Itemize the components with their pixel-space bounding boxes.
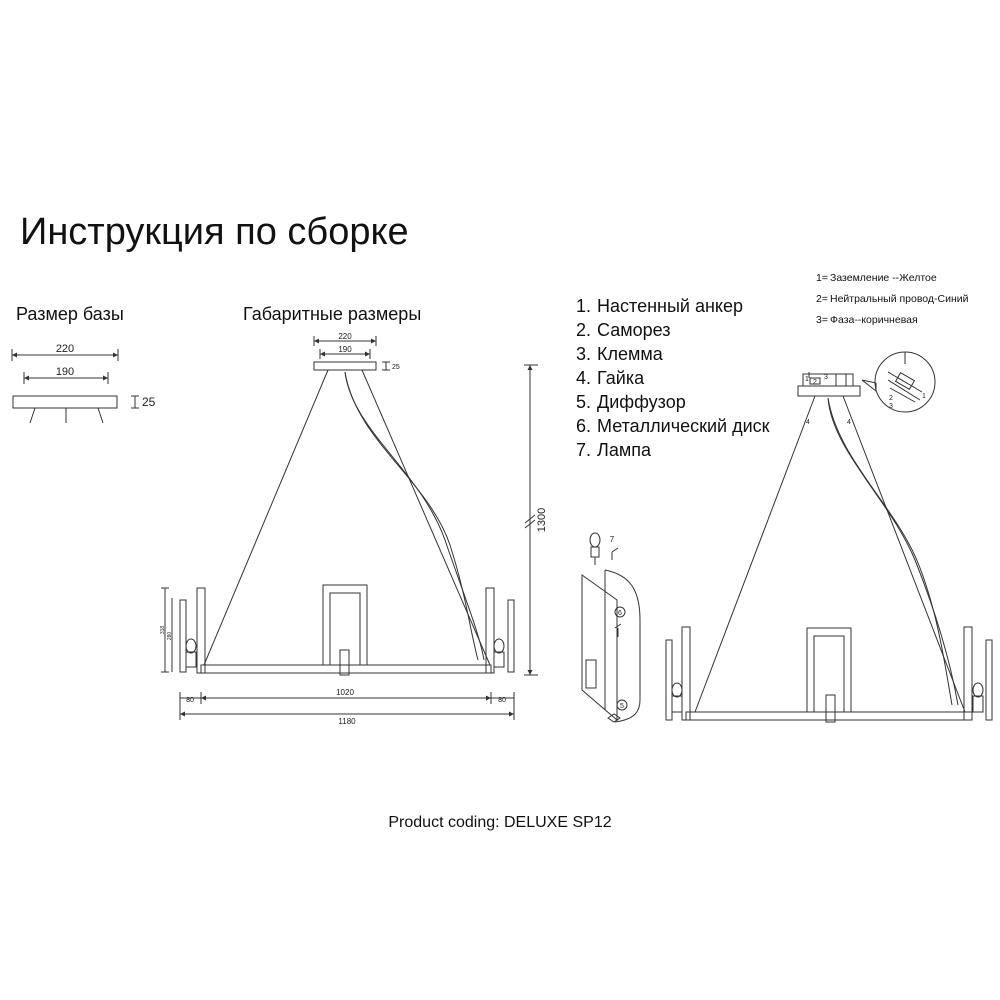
assembled-suspension-cable (843, 396, 965, 712)
power-cable (345, 372, 478, 660)
wire-label: Фаза--коричневая (829, 314, 918, 326)
side-height-b-value: 280 (167, 631, 173, 641)
total-height-value: 1300 (536, 507, 548, 533)
assembled-right-socket (973, 696, 983, 712)
part-number: 6. (576, 416, 592, 436)
base-size-drawing (12, 349, 139, 423)
assembled-right-panel (964, 627, 972, 720)
right-offset-value: 80 (498, 697, 506, 704)
wire-callout-1: 1 (922, 393, 926, 400)
part-label: Гайка (597, 368, 645, 388)
center-frame-inner (330, 593, 360, 665)
horizontal-bar (201, 665, 491, 673)
wire-callout-2: 2 (889, 395, 893, 402)
suspension-stub (98, 408, 103, 423)
canopy (314, 362, 376, 370)
overall-dimensions-heading: Габаритные размеры (243, 304, 422, 324)
assembled-left-lamp (672, 683, 682, 697)
page-title: Инструкция по сборке (20, 211, 409, 253)
metal-disc-panel (582, 575, 617, 720)
suspension-cable (362, 370, 490, 665)
assembled-power-cable (828, 398, 952, 705)
socket-bracket (586, 660, 596, 688)
wire-label: Нейтральный провод-Синий (829, 293, 969, 305)
base-height-value: 25 (142, 395, 156, 409)
center-span-value: 1020 (336, 688, 354, 697)
part-number: 4. (576, 368, 592, 388)
assembled-bar (686, 712, 972, 720)
diffuser-callout: 5 (620, 703, 624, 710)
nut-callout-left: 4 (806, 419, 810, 426)
base-size-heading: Размер базы (16, 304, 124, 324)
part-label: Клемма (597, 344, 663, 364)
disc-callout: 6 (618, 610, 622, 617)
wire-callout-3: 3 (889, 403, 893, 410)
suspension-cable (204, 370, 328, 665)
product-coding: Product coding: DELUXE SP12 (388, 814, 612, 831)
part-label: Металлический диск (597, 416, 770, 436)
assembled-suspension-cable (695, 396, 815, 712)
assembled-canopy (798, 386, 860, 396)
detail-pointer (862, 380, 876, 391)
base-height-label-clip (142, 395, 156, 409)
left-lamp (186, 639, 196, 653)
center-clamp (340, 650, 349, 675)
assembled-power-cable (828, 398, 958, 705)
wire-number: 1= (816, 272, 828, 284)
screw-icon (612, 548, 618, 560)
base-plate (13, 396, 117, 408)
canopy-callout-3: 3 (824, 374, 828, 381)
lamp-callout: 7 (609, 535, 615, 544)
assembled-left-diffuser (666, 640, 672, 720)
right-side-panel (486, 588, 494, 673)
bulb-icon (590, 533, 600, 547)
nut-callout-right: 4 (847, 419, 851, 426)
canopy-callout-1: 1 (805, 376, 809, 383)
part-number: 3. (576, 344, 592, 364)
canopy-height-value: 25 (392, 364, 400, 371)
suspension-stub (30, 408, 35, 423)
wire-number: 3= (816, 314, 828, 326)
part-number: 5. (576, 392, 592, 412)
part-label: Лампа (597, 440, 651, 460)
screw-icon (615, 624, 621, 637)
part-number: 2. (576, 320, 592, 340)
right-lamp (494, 639, 504, 653)
part-label: Диффузор (597, 392, 686, 412)
right-diffuser (508, 600, 514, 672)
left-diffuser (180, 600, 186, 672)
diffuser-shell (605, 570, 640, 722)
assembled-drawing (666, 352, 992, 722)
assembled-left-socket (672, 696, 682, 712)
assembled-center-frame-inner (814, 636, 844, 712)
base-outer-value: 220 (55, 343, 75, 355)
assembled-center-clamp (826, 695, 835, 722)
part-label: Саморез (597, 320, 671, 340)
canopy-inner-value: 190 (338, 345, 352, 354)
assembled-right-diffuser (986, 640, 992, 720)
right-lamp-socket (494, 652, 504, 667)
power-cable (345, 372, 484, 660)
left-offset-value: 80 (186, 697, 194, 704)
side-height-a-value: 318 (160, 625, 166, 635)
part-label: Настенный анкер (597, 296, 744, 316)
wire-number: 2= (816, 293, 828, 305)
canopy-outer-value: 220 (338, 332, 352, 341)
bulb-base (591, 547, 599, 557)
lamp-assembly-detail (582, 533, 640, 722)
base-inner-value: 190 (55, 366, 75, 378)
part-number: 1. (576, 296, 592, 316)
left-side-panel (197, 588, 205, 673)
assembled-left-panel (682, 627, 690, 720)
assembled-right-lamp (973, 683, 983, 697)
left-lamp-socket (186, 652, 196, 667)
part-number: 7. (576, 440, 592, 460)
total-width-value: 1180 (338, 717, 356, 726)
wire-label: Заземление --Желтое (829, 272, 937, 284)
canopy-callout-2: 2 (813, 379, 817, 386)
overall-drawing (161, 336, 538, 720)
